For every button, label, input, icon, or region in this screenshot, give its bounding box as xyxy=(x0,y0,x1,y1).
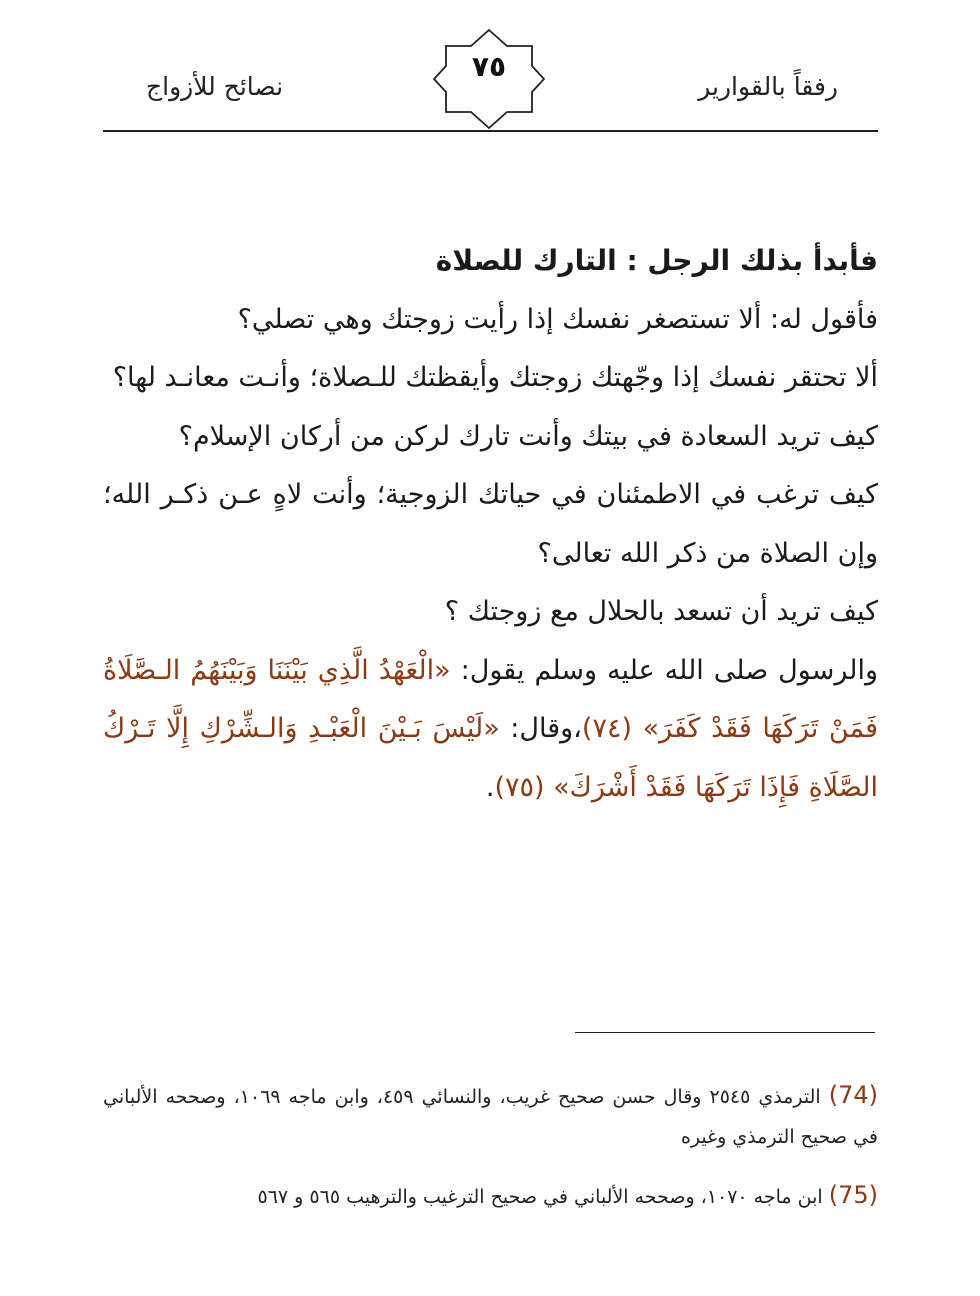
hadith-quote: «لَيْسَ بَـيْنَ الْعَبْـدِ وَالـشِّرْكِ إِلَّا تَـرْكُ الصَّلَاةِ فَإِذَا تَرَكَهَا فَقَدْ أَشْرَكَ» xyxy=(103,713,878,803)
footnote-ref: (٧٥) xyxy=(494,771,554,803)
footnote-ref: (٧٤) xyxy=(581,713,643,744)
hadith-paragraph xyxy=(103,642,878,818)
footnote-number: (75) xyxy=(828,1181,878,1209)
paragraph: كيف ترغب في الاطمئنان في حياتك الزوجية؛ وأنت لاهٍ عـن ذكـر الله؛ وإن الصلاة من ذكر الله تعالى؟ xyxy=(103,479,878,569)
hadith-connector: ،وقال: xyxy=(499,713,582,744)
paragraph: فأقول له: ألا تستصغر نفسك إذا رأيت زوجتك وهي تصلي؟ xyxy=(237,303,878,335)
book-title: رفقاً بالقوارير xyxy=(698,72,838,101)
footnote-text: ابن ماجه ١٠٧٠، وصححه الألباني في صحيح الترغيب والترهيب ٥٦٥ و ٥٦٧ xyxy=(257,1186,823,1208)
main-text xyxy=(103,232,878,817)
paragraph: كيف تريد السعادة في بيتك وأنت تارك لركن من أركان الإسلام؟ xyxy=(178,420,878,452)
hadith-intro: والرسول صلى الله عليه وسلم يقول: xyxy=(450,654,879,686)
footnote xyxy=(103,1175,878,1217)
hadith-quote: «الْعَهْدُ الَّذِي بَيْنَنَا وَبَيْنَهُمُ الـصَّلَاةُ فَمَنْ تَرَكَهَا فَقَدْ كَفَرَ» xyxy=(103,654,879,744)
chapter-title: نصائح للأزواج xyxy=(146,72,284,101)
page-number: ٧٥ xyxy=(471,50,507,83)
footnotes xyxy=(103,1075,878,1235)
section-heading: فأبدأ بذلك الرجل : التارك للصلاة xyxy=(435,244,878,277)
hadith-end: . xyxy=(485,771,495,803)
footnote-number: (74) xyxy=(828,1081,878,1109)
footnote xyxy=(103,1075,878,1157)
footnote-divider xyxy=(575,1032,875,1033)
header-divider xyxy=(103,130,878,132)
paragraph: ألا تحتقر نفسك إذا وجّهتك زوجتك وأيقظتك للـصلاة؛ وأنـت معانـد لها؟ xyxy=(112,362,878,393)
paragraph: كيف تريد أن تسعد بالحلال مع زوجتك ؟ xyxy=(444,596,878,627)
footnote-text: الترمذي ٢٥٤٥ وقال حسن صحيح غريب، والنسائي ٤٥٩، وابن ماجه ١٠٦٩، وصححه الألباني في صحيح الترمذي وغيره xyxy=(103,1086,878,1148)
